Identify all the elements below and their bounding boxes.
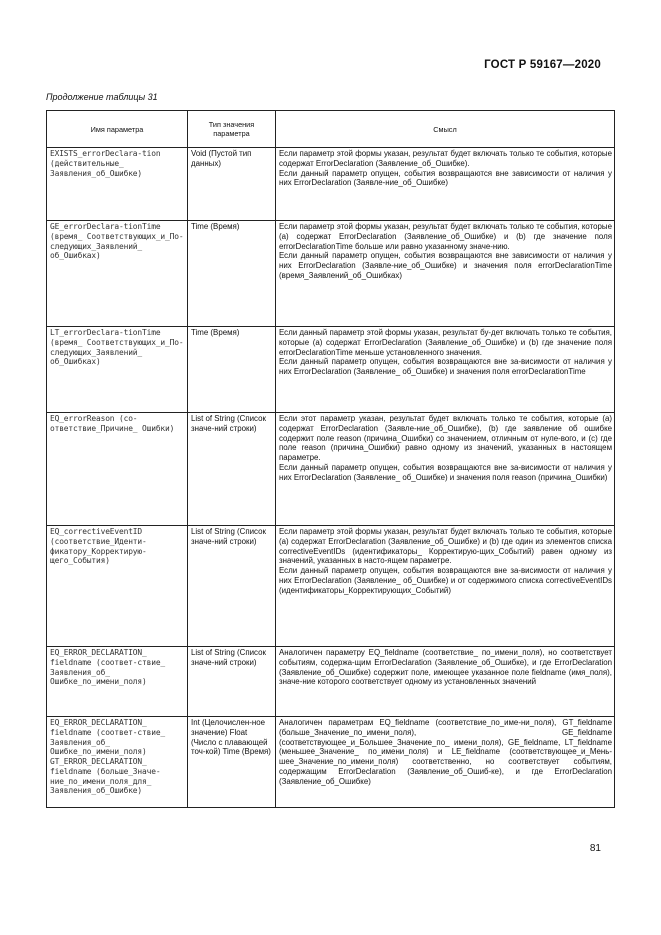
param-meaning-cell xyxy=(276,221,615,327)
param-name-cell: EQ_ERROR_DECLARATION_ fieldname (соответ-ствие_ Заявления_об_ Ошибке_по_имени_поля) xyxy=(47,647,188,717)
meaning-paragraph: Если данный параметр этой формы указан, результат бу-дет включать только те события, которые (а) содержат ErrorDeclaration (Заявление_об_Ошибке) и (b) где значение поля errorDeclarationTime меньше установленного значения. xyxy=(279,328,612,357)
param-type-cell: List of String (Список значе-ний строки) xyxy=(188,413,276,526)
table-row xyxy=(47,717,615,808)
param-meaning-cell xyxy=(276,647,615,717)
meaning-paragraph: Если данный параметр опущен, события возвращаются вне за-висимости от наличия у них ErrorDeclaration (Заявление_ об_Ошибке) и значения поля errorDeclarationTime xyxy=(279,357,612,376)
meaning-paragraph: Аналогичен параметрам EQ_fieldname (соответствие_по_име-ни_поля), GT_fieldname (больше_Значение_по_имени_поля), GE_fieldname (соответствующее_и_Большее_Значение_по_ имени_поля), GE_fieldname, LT_fieldname (меньшее_Значение_ по_имени_поля) и LE_fieldname (соответствующее_и_Мень-шее_Значение_по_имени_поля) соответственно, но соответствует событиям, содержащим ErrorDeclaration (Заявление_об_Ошиб-ке), и где ErrorDeclaration (Заявление_об_Ошибке) xyxy=(279,718,612,786)
column-header-type: Тип значения параметра xyxy=(188,111,276,148)
param-name-cell: EQ_correctiveEventID (соответствие_Иденти-фикатору_Корректирую-щего_События) xyxy=(47,526,188,647)
param-meaning-cell xyxy=(276,526,615,647)
meaning-paragraph: Если параметр этой формы указан, результат будет включать только те события, которые содержат ErrorDeclaration (Заявление_об_Ошибке). xyxy=(279,149,612,168)
param-name-cell: EQ_ERROR_DECLARATION_ fieldname (соответ-ствие_ Заявления_об_ Ошибке_по_имени_поля) GT_ERROR_DECLARATION_ fieldname (больше_Значе-ние_по_имени_поля_для_ Заявления_об_Ошибке) xyxy=(47,717,188,808)
meaning-paragraph: Если параметр этой формы указан, результат будет включать только те события, которые (а) содержат ErrorDeclaration (Заявление_об_Ошибке) и (b) где один из элементов списка correctiveEventIDs (идентификаторы_ Корректирую-щих_Событий) равен одному из значений, указанных в насто-ящем параметре. xyxy=(279,527,612,566)
column-header-name: Имя параметра xyxy=(47,111,188,148)
param-name-cell: EQ_errorReason (со-ответствие_Причине_ Ошибки) xyxy=(47,413,188,526)
meaning-paragraph: Если данный параметр опущен, события возвращаются вне зависимости от наличия у них ErrorDeclaration (Заявле-ние_об_Ошибке) и значения поля errorDeclarationTime (время_Заявлений_об_Ошибках) xyxy=(279,251,612,280)
param-meaning-cell xyxy=(276,327,615,413)
column-header-meaning: Смысл xyxy=(276,111,615,148)
parameters-table xyxy=(46,110,615,808)
param-name-cell: GE_errorDeclara-tionTime (время_ Соответствующих_и_По-следующих_Заявлений_ об_Ошибках) xyxy=(47,221,188,327)
param-type-cell: List of String (Список значе-ний строки) xyxy=(188,526,276,647)
param-type-cell: Void (Пустой тип данных) xyxy=(188,148,276,221)
meaning-paragraph: Если этот параметр указан, результат будет включать только те события, которые (а) содержат ErrorDeclaration (Заявле-ние_об_Ошибке), (b) где заявление об ошибке содержит поле reason (причина_Ошибки) со значением, отличным от нуле-вого, и (c) где поле reason (причина_Ошибки) равно одному из значений, указанных в настоящем параметре. xyxy=(279,414,612,462)
meaning-paragraph: Если данный параметр опущен, события возвращаются вне за-висимости от наличия у них ErrorDeclaration (Заявление_ об_Ошибке) и значения поля reason (причина_Ошибки) xyxy=(279,462,612,482)
table-row xyxy=(47,526,615,647)
table-header-row xyxy=(47,111,615,148)
param-name-cell: LT_errorDeclara-tionTime (время_ Соответствующих_и_По-следующих_Заявлений_ об_Ошибках) xyxy=(47,327,188,413)
param-type-cell: Int (Целочислен-ное значение) Float (Число с плавающей точ-кой) Time (Время) xyxy=(188,717,276,808)
page-number: 81 xyxy=(589,843,601,854)
table-row xyxy=(47,647,615,717)
meaning-paragraph: Если данный параметр опущен, события возвращаются вне зависимости от наличия у них ErrorDeclaration (Заявле-ние_об_Ошибке) xyxy=(279,168,612,188)
table-row xyxy=(47,413,615,526)
document-standard-header: ГОСТ Р 59167—2020 xyxy=(484,59,601,71)
param-meaning-cell xyxy=(276,148,615,221)
table-row xyxy=(47,221,615,327)
meaning-paragraph: Аналогичен параметру EQ_fieldname (соответствие_ по_имени_поля), но соответствует событиям, содержа-щим ErrorDeclaration (Заявление_об_Ошибке), и где ErrorDeclaration (Заявление_об_Ошибке) содержит поле, имеющее указанное поле fieldname (имя_поля), значе-ние которого соответствует одному из установленных значений xyxy=(279,648,612,687)
param-meaning-cell xyxy=(276,717,615,808)
table-row xyxy=(47,148,615,221)
table-row xyxy=(47,327,615,413)
param-type-cell: Time (Время) xyxy=(188,221,276,327)
param-type-cell: List of String (Список значе-ний строки) xyxy=(188,647,276,717)
table-caption: Продолжение таблицы 31 xyxy=(46,92,158,102)
param-name-cell: EXISTS_errorDeclara-tion (действительные_ Заявления_об_Ошибке) xyxy=(47,148,188,221)
meaning-paragraph: Если данный параметр опущен, события возвращаются вне за-висимости от наличия у них ErrorDeclaration (Заявление_ об_Ошибке) и от содержимого списка correctiveEventIDs (идентификаторы_Корректирующих_Событий) xyxy=(279,566,612,595)
param-type-cell: Time (Время) xyxy=(188,327,276,413)
meaning-paragraph: Если параметр этой формы указан, результат будет включать только те события, которые (а) содержат ErrorDeclaration (Заявление_об_Ошибке) и (b) где значение поля errorDeclarationTime больше или равно указанному значе-нию. xyxy=(279,222,612,251)
param-meaning-cell xyxy=(276,413,615,526)
